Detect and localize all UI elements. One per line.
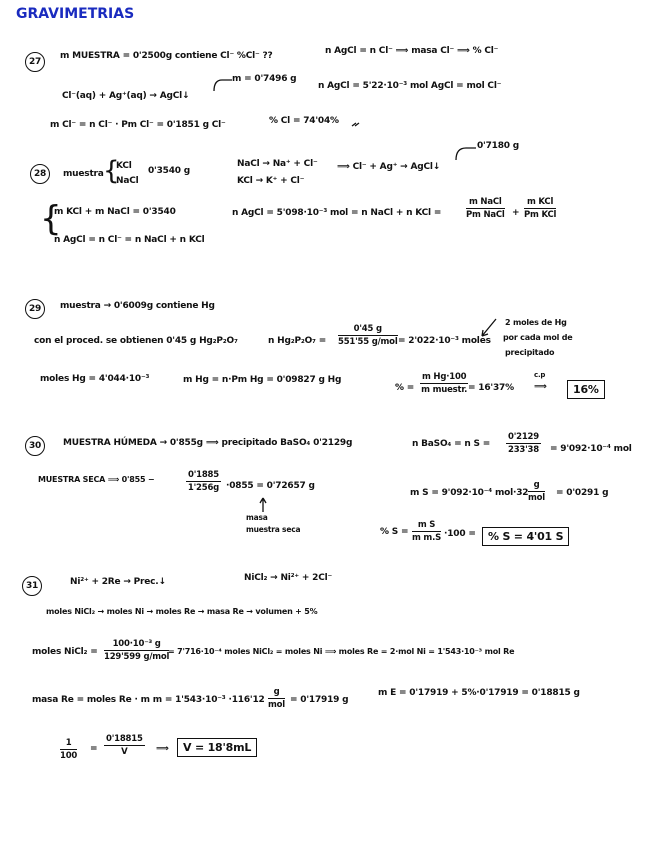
p31-fraction-unit xyxy=(268,687,285,710)
plus-sign: + xyxy=(512,208,520,218)
fraction-numerator: g xyxy=(528,480,545,492)
p30-mass-s-result: = 0'0291 g xyxy=(556,488,609,498)
p31-mass-re-result: = 0'17919 g xyxy=(290,695,349,705)
problem-number-31: 31 xyxy=(22,576,42,596)
page-title: GRAVIMETRIAS xyxy=(16,6,135,22)
p27-precipitate-mass: m = 0'7496 g xyxy=(232,74,297,84)
brace-icon: { xyxy=(103,156,120,186)
p29-moles-result: = 2'022·10⁻³ moles xyxy=(398,336,491,346)
p30-mass-s: m S = 9'092·10⁻⁴ mol·32 xyxy=(410,488,529,498)
p29-moles-hg: moles Hg = 4'044·10⁻³ xyxy=(40,374,150,384)
p30-fraction-dry xyxy=(186,470,221,493)
p31-strategy: moles NiCl₂ → moles Ni → moles Re → masa Re → volumen + 5% xyxy=(46,607,318,616)
fraction-denominator: 100 xyxy=(60,751,78,761)
p30-fraction-moles xyxy=(506,432,541,455)
p29-final-answer: 16% xyxy=(567,380,605,399)
fraction-denominator: m muestr. xyxy=(421,385,468,395)
p29-line1: muestra → 0'6009g contiene Hg xyxy=(60,301,215,311)
fraction-numerator: 0'1885 xyxy=(188,470,219,480)
p28-kcl: KCl xyxy=(116,161,132,171)
p30-muestra-seca-label: muestra seca xyxy=(246,525,301,534)
p28-reaction-kcl: KCl → K⁺ + Cl⁻ xyxy=(237,176,305,186)
p28-equation-2: n AgCl = n Cl⁻ = n NaCl + n KCl xyxy=(54,235,205,245)
p27-line1-left: m MUESTRA = 0'2500g contiene Cl⁻ %Cl⁻ ?? xyxy=(60,51,273,61)
problem-number-28: 28 xyxy=(30,164,50,184)
p30-dry-sample: MUESTRA SECA ⟹ 0'855 − xyxy=(38,475,155,484)
p27-line1-right: n AgCl = n Cl⁻ ⟹ masa Cl⁻ ⟹ % Cl⁻ xyxy=(325,46,499,56)
fraction-denominator: mol xyxy=(528,493,546,503)
fraction-numerator: m Hg·100 xyxy=(422,372,467,382)
problem-number-29: 29 xyxy=(25,299,45,319)
p28-moles-agcl: n AgCl = 5'098·10⁻³ mol = n NaCl + n KCl = xyxy=(232,208,442,218)
p27-mass-cl: m Cl⁻ = n Cl⁻ · Pm Cl⁻ = 0'1851 g Cl⁻ xyxy=(50,120,226,130)
p29-moles-label: n Hg₂P₂O₇ = xyxy=(268,336,327,346)
p31-mass-excess: m E = 0'17919 + 5%·0'17919 = 0'18815 g xyxy=(378,688,580,698)
p30-final-answer: % S = 4'01 S xyxy=(482,527,569,546)
p29-percent-result: = 16'37% xyxy=(468,383,514,393)
p29-percent-label: % = xyxy=(395,383,415,393)
fraction-denominator: 129'599 g/mol xyxy=(104,652,170,662)
fraction-numerator: 0'45 g xyxy=(338,324,398,336)
p30-fraction-percent xyxy=(412,520,441,543)
fraction-denominator: V xyxy=(121,747,128,757)
p27-percent-cl: % Cl = 74'04% xyxy=(269,116,339,126)
p29-cp-label: c.p xyxy=(534,371,546,379)
p29-note-line2: por cada mol de xyxy=(503,333,573,342)
fraction-denominator: 1'256g xyxy=(187,483,220,493)
p31-mass-re: masa Re = moles Re · m m = 1'543·10⁻³ ·116'12 xyxy=(32,695,265,705)
fraction-denominator: 551'55 g/mol xyxy=(338,337,398,347)
equals-sign: = xyxy=(90,744,98,754)
p29-fraction-moles xyxy=(338,324,398,347)
fraction-numerator: g xyxy=(268,687,285,699)
p31-fraction-volume xyxy=(104,734,145,757)
problem-number-27: 27 xyxy=(25,52,45,72)
p31-moles-label: moles NiCl₂ = xyxy=(32,647,98,657)
p30-moles-label: n BaSO₄ = n S = xyxy=(412,439,491,449)
p28-fraction-nacl xyxy=(466,197,505,220)
p31-final-answer: V = 18'8mL xyxy=(177,738,257,757)
fraction-numerator: 1 xyxy=(60,738,77,750)
p29-procedure: con el proced. se obtienen 0'45 g Hg₂P₂O₇ xyxy=(34,336,238,346)
fraction-denominator: Pm NaCl xyxy=(466,210,505,220)
brace-icon-2: { xyxy=(40,199,62,239)
fraction-numerator: 100·10⁻³ g xyxy=(104,639,169,651)
fraction-numerator: m S xyxy=(412,520,441,532)
p31-reaction: Ni²⁺ + 2Re → Prec.↓ xyxy=(70,577,166,587)
p29-note-line1: 2 moles de Hg xyxy=(505,318,567,327)
p30-fraction-unit xyxy=(528,480,545,503)
p27-reaction: Cl⁻(aq) + Ag⁺(aq) → AgCl↓ xyxy=(62,91,190,101)
p28-reaction-agcl: ⟹ Cl⁻ + Ag⁺ → AgCl↓ xyxy=(337,162,441,172)
p28-equation-1: m KCl + m NaCl = 0'3540 xyxy=(54,207,176,217)
p30-dry-result: ·0855 = 0'72657 g xyxy=(226,481,315,491)
problem-number-30: 30 xyxy=(25,436,45,456)
p31-moles-result: = 7'716·10⁻⁴ moles NiCl₂ = moles Ni ⟹ moles Re = 2·mol Ni = 1'543·10⁻³ mol Re xyxy=(168,647,515,656)
fraction-denominator: mol xyxy=(268,700,286,710)
p28-nacl: NaCl xyxy=(116,176,139,186)
p30-percent-label: % S = xyxy=(380,527,409,537)
p31-fraction-percent xyxy=(60,738,77,761)
p28-reaction-nacl: NaCl → Na⁺ + Cl⁻ xyxy=(237,159,318,169)
p29-mass-hg: m Hg = n·Pm Hg = 0'09827 g Hg xyxy=(183,375,342,385)
fraction-denominator: 233'38 xyxy=(508,445,539,455)
p31-dissociation: NiCl₂ → Ni²⁺ + 2Cl⁻ xyxy=(244,573,333,583)
p30-line1: MUESTRA HÚMEDA → 0'855g ⟹ precipitado BaSO₄ 0'2129g xyxy=(63,438,353,448)
fraction-denominator: m m.S xyxy=(412,533,442,543)
p30-percent-end: ·100 = xyxy=(444,529,476,539)
fraction-numerator: 0'18815 xyxy=(106,734,143,744)
p30-masa-label: masa xyxy=(246,513,268,522)
fraction-denominator: Pm KCl xyxy=(524,210,557,220)
arrow-icon-2: ⟹ xyxy=(156,744,169,754)
fraction-numerator: m KCl xyxy=(524,197,556,209)
p30-moles-result: = 9'092·10⁻⁴ mol xyxy=(550,444,632,454)
p28-precipitate-mass: 0'7180 g xyxy=(477,141,520,151)
p28-fraction-kcl xyxy=(524,197,556,220)
fraction-numerator: m NaCl xyxy=(466,197,505,209)
p28-muestra-label: muestra xyxy=(63,169,104,179)
arrow-icon: ⟹ xyxy=(534,382,547,392)
p29-note-line3: precipitado xyxy=(505,348,555,357)
p27-moles-agcl: n AgCl = 5'22·10⁻³ mol AgCl = mol Cl⁻ xyxy=(318,81,502,91)
p29-fraction-percent xyxy=(420,372,468,395)
p31-fraction-moles xyxy=(104,639,169,662)
p28-sample-mass: 0'3540 g xyxy=(148,166,191,176)
fraction-numerator: 0'2129 xyxy=(508,432,539,442)
